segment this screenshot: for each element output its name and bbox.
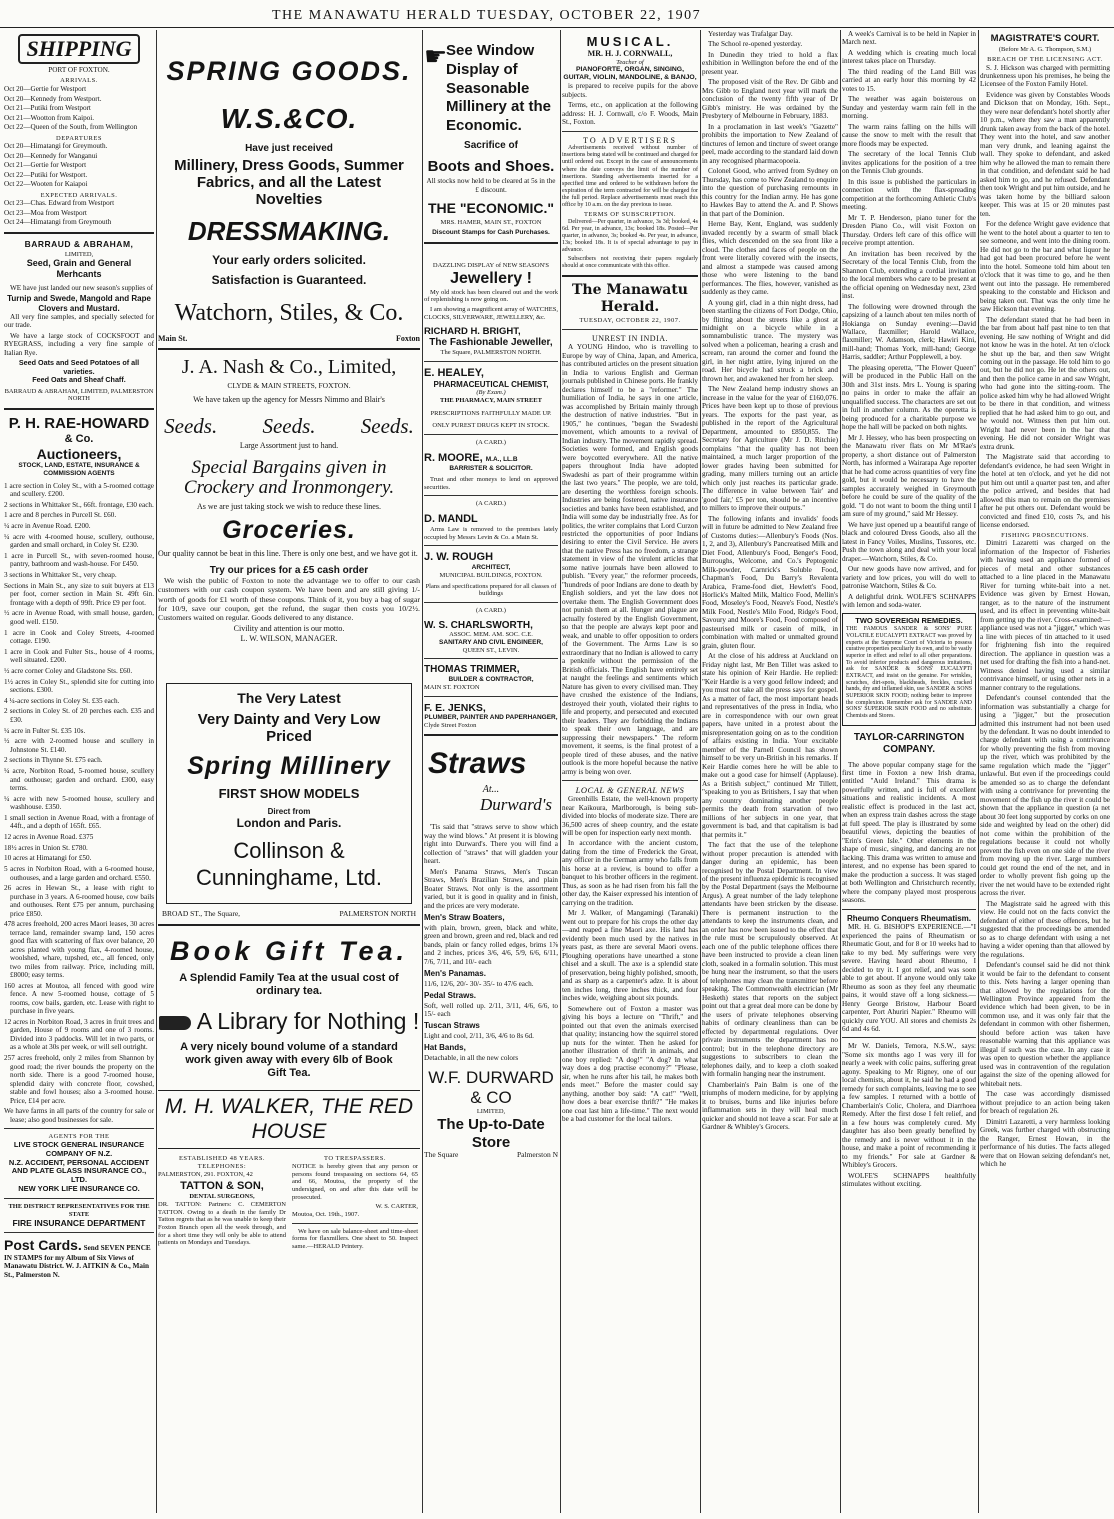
- groceries-heading: Groceries.: [222, 515, 356, 544]
- taylor-carrington-heading: TAYLOR-CARRINGTON COMPANY.: [853, 731, 965, 756]
- civility-motto: Civility and attention is our motto.: [233, 624, 345, 634]
- column-rule: [978, 30, 979, 1513]
- expected-entry: Oct 23—Chas. Edward from Westport: [4, 199, 115, 208]
- expected-entry: Oct 23—Moa from Westport: [4, 208, 87, 217]
- news-item: A young girl, clad in a thin night dress, had been startling the citizens of Fort Dodge, Ohio, by flitting about the streets like a ghost at midnight on a bicycle while in a somnambulistic trance. The mystery was solved when a policeman, hearing a crash and scream, ran around the corner and found the girl, in her night attire, lying injured on the road. Her bicycle had struck a brick and thrown her, and awakened her from her sleep.: [702, 298, 838, 383]
- court-paragraph: Dimitri Lazaretti was charged on the information of the Inspector of Fisheries with having used an appliance formed of pieces of metal and other substances attached to a line placed in the Manawatu River for turning white-bait into a net. Evidence was given by Ernest Howan, ranger, as to the nature of the instrument used, and its effect in preventing white-bait from getting up the river. Cross-examined:—appliance used was not a "jigger," which was a line with pieces of tin attached to it used for frightening fish into the required direction. The appliance in question was a net used for drafting the fish into a hand-net. Witness denied having used a similar contrivance himself, or using other nets in a manner contrary to the regulations.: [980, 539, 1110, 692]
- library-body: A very nicely bound volume of a standard work given away with every 6lb of Book Gift Tea.: [180, 1040, 398, 1079]
- shipping-title: SHIPPING: [18, 34, 139, 64]
- property-item: ½ acre corner Coley and Gladstone Sts. £60.: [4, 666, 133, 675]
- a-card-label: (A CARD.): [476, 438, 506, 446]
- arrivals-list: [4, 85, 154, 131]
- nash-heading: J. A. Nash & Co., Limited,: [181, 356, 397, 379]
- bright-address: The Square, PALMERSTON NORTH.: [440, 349, 542, 357]
- news-item: The third reading of the Land Bill was carried at an early hour this morning by 42 votes to 15.: [842, 67, 976, 93]
- property-item: 3 sections in Whittaker St., very cheap.: [4, 571, 117, 580]
- music-subjects: PIANOFORTE, ORGAN, SINGING, GUITAR, VIOLIN, MANDOLINE, & BANJO,: [563, 66, 697, 82]
- rae-howard-subtitle: STOCK, LAND, ESTATE, INSURANCE & COMMISSION AGENTS: [18, 462, 140, 477]
- sanitary-engineer: SANITARY AND CIVIL ENGINEER,: [439, 639, 543, 647]
- news-item: The New Zealand hemp industry shows an increase in the value for the year of £160,076. Prices have been kept up to those of previous years. The exports for the past year, as published in the report of the Agricultural Department, amounted to £850,855. The Secretary for Agriculture (Mr J. D. Ritchie) complains "that the quality has not been maintained, a much larger proportion of the lower grades having been submitted for grading, many millers turning out an article which only just reaches its particular grade. The difference in value between 'fair' and 'good fair,' £5 per ton, should be an incentive to millers to improve their outputs.": [702, 385, 838, 513]
- watchorn-stiles-heading: Watchorn, Stiles, & Co.: [174, 300, 404, 327]
- all-stocks: All stocks now held to be cleared at 5s in the £ discount.: [426, 177, 556, 194]
- trespassers-body: NOTICE is hereby given that any person or persons found trespassing on sections 64, 65 and 66, Moutoa, the property of the undersigned, on and after this date will be prosecuted.: [292, 1163, 418, 1201]
- property-listings: [4, 482, 154, 1125]
- property-item: 12 acres in Avenue Road. £375: [4, 833, 94, 841]
- local-body-3: Mr J. Walker, of Mangamingi (Taranaki) went out to prepare for his crops the other day—and reaped a fine Maori axe. His land has evidently been much used by the natives in years past, as there are several Maori ovens. Ploughing operations have unearthed a stone chisel and a skull. The axe is a splendid state of preservation, being highly polished, smooth, and as sharp as a carpenter's adze. It is about ten inches long, three inches thick, and four inches wide, weighing about six pounds.: [562, 909, 698, 1003]
- port-name: PORT OF FOXTON.: [48, 65, 110, 74]
- first-show-models: FIRST SHOW MODELS: [218, 785, 360, 801]
- departure-entry: Oct 21—Gertie for Westport: [4, 161, 87, 170]
- barraud-body3: We have a large stock of COCKSFOOT and RYEGRASS, including a very fine sample of Italian Rye.: [4, 331, 154, 357]
- dental-surgeons: DENTAL SURGEONS,: [189, 1193, 255, 1201]
- column-rule: [422, 30, 423, 1513]
- rheumo-heading: Rheumo Conquers Rheumatism.: [846, 913, 971, 923]
- sovereign-remedies-advert: [842, 613, 976, 725]
- departures-list: [4, 142, 154, 188]
- arrival-entry: Oct 20—Gertie for Westport: [4, 85, 87, 94]
- court-paragraph: The Magistrate said that according to defendant's evidence, he had seen Wright in the hotel at ten o'clock, and yet he did not put him out until a quarter past ten, and after the police arrived, and besides that had allowed this man to remain on the premises after he put others out. Defendant would be convicted and fined £10, costs 7s, and his license endorsed.: [980, 453, 1110, 530]
- news-item: The fact that the use of the telephone without proper precaution is attended with danger during an epidemic, has been recognised by the Postal Department. In view of the present influenza epidemic is recognised by the Postal Department (says the Melbourne Argus). A great number of the lady telephone attendants have been stricken by the disease. There is permanent instruction to the attendants to keep the instruments clean, and an order has now been issued to the effect that the rule must be scrupulously observed. At each one of the public telephone offices there have been instructed to provide a clean linen cloth, soaked in a formalin solution. This must be hung near the instrument, so that the users of telephones may clean the transmitter before speaking. The Commonwealth electrician (Mr Hesketh) states that reports on the subject point out that a great deal more can be done by the users of private telephones observing habits of ordinary cleanliness than can be effected by departmental regulations. Over private instruments the department has no control; but in the telephone directory are suggestions to subscribers to clean the telephones daily, and to keep a cloth soaked with formalin hanging near the instrument.: [702, 841, 838, 1079]
- trust-moneys: Trust and other moneys to lend on approved securities.: [424, 476, 558, 491]
- property-item: 1 acre in Purcell St., with seven-roomed house, pantry, bathroom and wash-house. For £450.: [4, 551, 154, 569]
- postcards-advert: [4, 1237, 154, 1279]
- fashionable-jeweller: The Fashionable Jeweller,: [429, 337, 553, 349]
- special-bargains: Special Bargains given in Crockery and Ironmongery.: [183, 457, 395, 499]
- news-item: The proposed visit of the Rev. Dr Gibb and Mrs Gibb to England next year will mark the conclusion of the twenty fifth year of Dr Gibb's ministry. He was ordained by the Presbytery of Melbourne in February, 1883.: [702, 78, 838, 121]
- property-item: ¼ acre, Norbiton Road, 5-roomed house, scullery and outhouse; garden and orchard. £300, easy terms.: [4, 767, 154, 793]
- agent-company: NEW YORK LIFE INSURANCE CO.: [18, 1184, 140, 1194]
- news-item: Herne Bay, Kent, England, was suddenly invaded recently by a swarm of small black flies, which descended on the sea front like a cloud. The clothes and faces of people on the front were literally covered with the insects, and almost a stampede was caused among those who were listening to the band performances. The flies, however, vanished as suddenly as they came.: [702, 220, 838, 297]
- dazzling-display: DAZZLING DISPLAY of NEW SEASON'S: [432, 262, 550, 270]
- established: ESTABLISHED 48 YEARS.: [178, 1155, 266, 1163]
- news-item: We have just opened up a beautiful range of black and coloured Dress Goods, also all the latest in Fancy Voiles, Muslins, Tussores, etc. Push the town along and deal with your local draper.—Watchorn, Stiles, & Co.: [842, 520, 976, 563]
- news-item: The warm rains falling on the hills will cause the snow to melt with the result that more floods may be expected.: [842, 122, 976, 148]
- dressmaking-heading: DRESSMAKING.: [187, 216, 391, 247]
- property-item: Sections in Main St., any size to suit buyers at £13 per foot, corner section in Main St. 49ft 6in. frontage with a depth of 99ft. Price £9 per foot.: [4, 581, 154, 607]
- fire-insurance-department: FIRE INSURANCE DEPARTMENT: [12, 1218, 146, 1229]
- news-item: The School re-opened yesterday.: [708, 40, 803, 49]
- cornwall-name: MR. H. J. CORNWALL,: [587, 49, 673, 59]
- news-item: A delightful drink. WOLFE'S SCHNAPPS with lemon and soda-water.: [842, 592, 976, 609]
- cornwall-prepared: is prepared to receive pupils for the above subjects.: [562, 82, 698, 99]
- property-item: 2 sections in Thynne St. £75 each.: [4, 756, 103, 765]
- news-item: At the close of his address at Auckland on Friday night last, Mr Ben Tillet was asked to state his opinion of Keir Hardie. He replied: "Keir Hardie is a very good fellow indeed; and you must not take all the press says for gospel. As a matter of fact, the most important heads and representatives of the press in India, who are in correspondence with our own great papers, have united in a protest about the misrepresentation going on as to the condition of affairs existing in India. Your excitable member of the Parnell Council has shown himself to be very un-British in his remarks. If Keir Hardie comes here he will be able to make out a good case for himself (Applause). As a British subject," continued Mr Tillett, "speaking to you as Britishers, I say that when any country dominating another people permits the death from starvation of two millions of her subjects in one year, that government is bad, and that capitalism is bad that permits it.": [702, 652, 838, 839]
- barraud-body4: Seed Oats and Seed Potatoes of all varieties.: [18, 358, 140, 376]
- hat-bands-heading: Hat Bands,: [424, 1043, 466, 1053]
- pharmacy-address: THE PHARMACY, MAIN STREET: [440, 396, 542, 404]
- rough-name: J. W. ROUGH: [424, 551, 494, 564]
- column-editorial: [562, 30, 698, 1513]
- barraud-limited: LIMITED,: [64, 250, 94, 258]
- agents-heading: AGENTS FOR THE: [48, 1133, 110, 1141]
- bright-name: RICHARD H. BRIGHT,: [424, 326, 521, 338]
- expected-list: [4, 199, 154, 226]
- large-assortment: Large Assortment just to hand.: [239, 440, 339, 450]
- london-paris: London and Paris.: [236, 816, 342, 831]
- herald-date: TUESDAY, OCTOBER 22, 1907.: [579, 317, 681, 325]
- cash-order-body: We wish the public of Foxton to note the advantage we to offer to our cash customers with our cash coupon system. We have been and are still giving 1/- worth of goods for £1 worth of these coupons. Think of it, you buy a bag of sugar for 10/9, save our coupon, get the refund, the sugar then costs you 10/2½. Customers waited on regular. Goods delivered to any distance.: [158, 576, 420, 623]
- property-item: 257 acres freehold, only 2 miles from Shannon by good road; the river bounds the property on the north side. There is a good 7-roomed house, splendid dairy with concrete floor, cowshed, stable and fowl houses; also a 3-roomed house. Price, £14 per acre.: [4, 1054, 154, 1105]
- column-business-cards: [424, 30, 558, 1513]
- barrister-solicitor: BARRISTER & SOLICITOR.: [449, 464, 533, 472]
- watchorn-street: Main St.: [158, 333, 188, 343]
- pedal-heading: Pedal Straws.: [424, 991, 477, 1001]
- pointing-finger-icon: ☛: [424, 42, 448, 71]
- clyde-street: Clyde Street Foxton: [424, 721, 477, 729]
- charlsworth-name: W. S. CHARLSWORTH,: [424, 619, 533, 631]
- mrs-hamer: MRS. HAMER, MAIN ST., FOXTON: [440, 218, 542, 226]
- see-window-text: See Window Display of Seasonable Millinery at the Economic.: [446, 42, 552, 134]
- musical-heading: MUSICAL.: [586, 34, 674, 49]
- unrest-body: A YOUNG Hindoo, who is travelling to Europe by way of China, Japan, and America, has contributed articles on the present situation in India to various English and German journals published in Chinese ports. He frankly declares himself to be a "reformer." The humiliation of India, he says in one article, was accomplished by Britain mainly through the destruction of native industries. "But in 1905," he continues, "began the Swadeshi movement, which amounts to a revival of Indian industry. The movement rapidly spread. Societies were formed, and English goods were boycotted everywhere. All the native papers throughout India have adopted Swadeshi as part of their programme within the last two years." The people, we are told, are deserting the worthless foreign schools. Industries are being fostered, native insurance societies and banks have been established, and India will some day be industrially free. As for politics, the writer complains that Lord Curzon restricted the opportunities of poor Indians desiring to enter the Civil Service. He avers that the native Press has no freedom, a strange statement in view of the virulent articles that some native journals have been allowed to publish. "Every year," the reformer proceeds, "hundreds of poor Indians are done to death by English soldiers, and yet the law does not overtake them. The English Government does not punish them at all. Hunger and plague are actually fostered by the English Government, so that the people are always kept poor and weak, and unable to offer opposition to orders of the Government. The Arms Law is so extraordinary that no Indian is allowed to carry a penknife without the permission of the British officials. The English have entirely set at naught the feelings and sentiments which Nature has given to every civilised man. They have crushed the existence of the Indians, destroyed their youth, violated their rights to life and property, and persecuted and executed their leaders. They are forbidding the Indians to speak their own language, and are suppressing their newspapers." The reform movement, it seems, is the final protest of a people tired of these abuses, and the native outlook is the more hopeful because the native army is being won over.: [562, 343, 698, 776]
- pointing-hand-icon: [159, 1016, 191, 1030]
- bottom-notices: [158, 1155, 420, 1252]
- advertisers-body: Advertisements received without number of insertions being stated will be continued and charged for until ordered out. Except in the case of announcements where the date conveys the limit of the number of insertions. Standing advertisements inserted for a specified time and ordered to be withdrawn before the expiration of the term contracted for will be charged for the full period. Replace advertisements must reach this office by 10 a.m. on the day previous to issue.: [562, 145, 698, 208]
- news-item: Yesterday was Trafalgar Day.: [708, 30, 793, 38]
- tatton-heading: TATTON & SON,: [180, 1180, 264, 1193]
- property-item: 2 sections in Whittaker St., 66ft. frontage, £30 each.: [4, 500, 154, 509]
- architect-label: ARCHITECT,: [471, 564, 511, 572]
- postcards-heading: Post Cards.: [4, 1237, 82, 1254]
- barraud-body: WE have just landed our new season's supplies of: [10, 283, 154, 292]
- subscription-heading: TERMS OF SUBSCRIPTION.: [583, 211, 677, 219]
- local-general-heading: LOCAL & GENERAL NEWS: [575, 785, 685, 796]
- news-item: Colonel Good, who arrived from Sydney on Thursday, has come to New Zealand to enquire into the question of purchasing remounts in this country for the Indian army. He has gone to Hawkes Bay to attend the A. and P. Shows in that part of the Dominion.: [702, 167, 838, 218]
- column-rule: [560, 30, 561, 1513]
- column-advertisements: [158, 30, 420, 1513]
- advertisers-heading: TO ADVERTISERS: [583, 135, 677, 145]
- purest-drugs: ONLY PUREST DRUGS KEPT IN STOCK.: [432, 422, 550, 430]
- balance-sheet-notice: We have on sale balance-sheet and time-sheet forms for flaxmillers. One sheet to 50. Inspect same.—HERALD Printery.: [292, 1227, 418, 1250]
- property-item: 1½ acres in Coley St., splendid site for cutting into sections. £300.: [4, 677, 154, 695]
- pedal-body: Soft, well rolled up. 2/11, 3/11, 4/6, 6/6, to 15/- each: [424, 1001, 558, 1018]
- builder-contractor: BUILDER & CONTRACTOR,: [448, 676, 534, 684]
- straws-at: At...: [482, 783, 500, 795]
- millinery-line: Millinery, Dress Goods, Summer Fabrics, and all the Latest Novelties: [174, 156, 404, 209]
- arrival-entry: Oct 22—Queen of the South, from Wellington: [4, 123, 138, 132]
- nash-agency: We have taken up the agency for Messrs Nimmo and Blair's: [193, 394, 385, 404]
- a-card-label-3: (A CARD.): [476, 607, 506, 614]
- column-shipping-property: [4, 30, 154, 1513]
- wolfe-schnapps: WOLFE'S SCHNAPPS healthfully stimulates without exciting.: [842, 1171, 976, 1189]
- rae-howard-heading: P. H. RAE-HOWARD: [8, 415, 150, 433]
- up-to-date-store: The Up-to-Date Store: [437, 1116, 545, 1151]
- fishing-heading: FISHING PROSECUTIONS.: [1001, 531, 1089, 539]
- news-item: The weather was again boisterous on Sunday and yesterday warm rain fell in the morning.: [842, 95, 976, 121]
- economic-window-advert: [424, 42, 558, 136]
- straws-heading: Straws: [428, 747, 527, 781]
- collinson-advert: [166, 683, 412, 904]
- local-body-1: Greenhills Estate, the well-known property near Kaikoura, Marlborough, is being sub-divided into blocks of moderate size. There are 36,500 acres of sheep country, and the estate will be open for inspection early next month.: [562, 795, 698, 837]
- barraud-footer: BARRAUD & ABRAHAM, LIMITED, PALMERSTON NORTH: [4, 387, 154, 403]
- column-local-news-2: [842, 30, 976, 1513]
- jenks-name: F. E. JENKS,: [424, 701, 486, 714]
- district-heading: THE DISTRICT REPRESENTATIVES FOR THE STATE: [8, 1202, 150, 1218]
- column-rule: [840, 30, 841, 1513]
- subscribers-notice: Subscribers not receiving their papers regularly should at once communicate with this office.: [562, 256, 698, 270]
- court-paragraph: The case was accordingly dismissed without prejudice to an action being taken for breach of regulation 26.: [980, 1090, 1110, 1116]
- column-rule: [156, 30, 157, 1513]
- boaters-heading: Men's Straw Boaters,: [424, 913, 505, 923]
- auctioneers-heading: Auctioneers,: [36, 445, 122, 462]
- departure-entry: Oct 22—Putiki for Westport.: [4, 170, 88, 179]
- property-item: 4 ¼-acre sections in Coley St. £35 each.: [4, 696, 120, 705]
- court-paragraph: For the defence Wright gave evidence that he went to the hotel about a quarter to ten to see someone, and went into the dining room. He did not go to the bar and what liquor he had got had been procured before he went into the hotel. Someone told him about ten o'clock that it was time to go, and he then went out into the passage. He remembered speaking to the constable and Hickson and being taken out. That was the only time he saw Hickson that evening.: [980, 220, 1110, 314]
- durward-company: W.F. DURWARD & CO: [428, 1068, 554, 1108]
- moore-title: M.A., LL.B: [485, 455, 518, 463]
- mandl-body: Arms Law is removed to the premises lately occupied by Messrs Levin & Co. a Main St.: [424, 526, 558, 541]
- watchorn-town: Foxton: [396, 333, 420, 343]
- queen-st-levin: QUEEN ST., LEVIN.: [462, 646, 520, 654]
- property-item: ½ acre with 2-roomed house and scullery in Johnstone St. £140.: [4, 737, 154, 754]
- court-paragraph: S. J. Hickson was charged with permitting drunkenness upon his premises, he being the Licensee of the Foxton Family Hotel.: [980, 63, 1110, 89]
- property-item: 1 acre in Cook and Coley Streets, 4-roomed cottage. £190.: [4, 628, 154, 646]
- property-item: 160 acres at Moutoa, all fenced with good wire fence. A new 5-roomed house, cottage of 5 rooms, cow bails, garden, etc. Lease with right to purchase in five years.: [4, 981, 154, 1016]
- barraud-items: Turnip and Swede, Mangold and Rape Clovers and Mustard.: [7, 294, 151, 313]
- durward-limited: LIMITED,: [476, 1108, 506, 1116]
- news-item: In this issue is published the particulars in connection with the flax-spreading competition at the forthcoming Athletic Club's meeting.: [842, 177, 976, 212]
- property-item: 18½ acres in Union St. £780.: [4, 843, 88, 852]
- breach-heading: BREACH OF THE LICENSING ACT.: [987, 55, 1103, 63]
- news-item: Mr T. P. Henderson, piano tuner for the Dresden Piano Co., will visit Foxton on Thursday. Orders left care of this office will receive prompt attention.: [842, 213, 976, 248]
- tatton-advert: [158, 1155, 286, 1252]
- property-item: 2 sections in Coley St. of 20 perches each. £35 and £30.: [4, 707, 154, 724]
- telephone-numbers: PALMERSTON, 291. FOXTON, 42: [158, 1170, 253, 1178]
- property-item: We have farms in all parts of the country for sale or lease; also good businesses for sale.: [4, 1107, 154, 1124]
- daniels-body: Mr W. Daniels, Temora, N.S.W., says: "Some six months ago I was very ill for nearly a week with colic pains, suffering great agony. Speaking to Mr Rigney, one of our local chemists, about it, he said he had a good remedy for such complaints, leaving me to see a few samples. I returned with a bottle of Chamberlain's Colic, Cholera, and Diarrhoea Remedy. After the first dose I felt relief, and in a few hours was completely cured. My daughter has also been greatly benefited by the remedy and is never without it in the house, and make a point of recommending it to my friends." For sale at Gardner & Whibley's Grocers.: [842, 1042, 976, 1170]
- sovereign-heading: TWO SOVEREIGN REMEDIES.: [855, 616, 963, 626]
- cash-order-heading: Try our prices for a £5 cash order: [209, 564, 369, 576]
- departure-entry: Oct 20—Kennedy for Wanganui: [4, 151, 98, 160]
- collinson-heading: Collinson & Cunninghame, Ltd.: [196, 838, 382, 890]
- arrival-entry: Oct 21—Putiki from Westport: [4, 104, 91, 113]
- unrest-heading: UNREST IN INDIA.: [591, 333, 669, 343]
- walker-red-house: M. H. WALKER, THE RED HOUSE: [158, 1090, 420, 1150]
- watchorn-address: [158, 334, 420, 343]
- old-stock: My old stock has been cleared out and the work of replenishing is now going on.: [424, 288, 558, 304]
- departures-heading: DEPARTURES: [56, 134, 102, 142]
- tatton-body: DR. TATTON: Partners: C. CEMERTON TATTON. Owing to a death in the family Dr Tatton regrets that as he was unable to keep their Foxton Branch open all the week through, and for a short time they will only be able to attend patients on Mondays and Tuesdays.: [158, 1201, 286, 1247]
- straws-body2: Men's Panama Straws, Men's Tuscan Straws, Men's Brazilian Straws, and plain Boater Straws. Not only is the assortment varied, but it is good in quality and in finish, and the prices are very moderate.: [424, 867, 558, 910]
- carter-date: Moutoa, Oct. 19th., 1907.: [292, 1211, 360, 1218]
- property-item: ¼ acre with new 5-roomed house, scullery and washhouse. £350.: [4, 794, 154, 812]
- court-paragraph: Dimitri Lazaretti, a very harmless looking Greek, was further charged with obstructing the Ranger, Ernest Howan, in the performance of his duties. The facts alleged were that on Howan seizing defendant's net, which he: [980, 1117, 1110, 1169]
- sacrifice-label: Sacrifice of: [464, 139, 518, 151]
- departure-entry: Oct 20—Himatangi for Greymouth.: [4, 142, 108, 151]
- trimmer-name: THOMAS TRIMMER,: [424, 664, 520, 676]
- tuscan-heading: Tuscan Straws: [424, 1021, 480, 1031]
- trespassers-notice: [292, 1155, 418, 1252]
- plans-specs: Plans and specifications prepared for all classes of buildings: [425, 582, 557, 598]
- durward-town: Palmerston N: [516, 1150, 558, 1160]
- news-item: The following infants and invalids' foods will in future be admitted to New Zealand free of Customs duties:—Allenbury's Foods (Nos. 1, 2, and 3), Allenbury's Pancreatised Milk and Diet Food, Allenbury's Food, Benger's Food, Burroughs, Welcome, and Co.'s Peptogenic Milk-powder, Carnrick's Soluble Food, Chapman's Food, Du Barry's Revalenta Arabica, Frame-food diet, Hewlett's Food, Horlick's Malted Milk, Maltico Food, Mellin's Food, Moseley's Food, Neave's Food, Nestle's Milk Food, Nestle's Milo Food, Ridge's Food, Savoury and Moore's Food, Food composed of pasteurised milk or casein of milk, in combination with malted or unmalted ground grain, gluten flour.: [702, 514, 838, 650]
- agent-company: LIVE STOCK GENERAL INSURANCE COMPANY OF N.Z.: [13, 1139, 145, 1158]
- trespassers-heading: TO TRESPASSERS.: [324, 1155, 386, 1163]
- showing-array: I am showing a magnificent array of WATCHES, CLOCKS, SILVERWARE, JEWELLERY, &c.: [424, 305, 558, 321]
- news-item: The pleasing operetta, "The Flower Queen" will be produced in the Public Hall on the 30th and 31st insts. Mrs L. Young is sparing no pains in order to make the affair an unqualified success. The characters are set out in full in another column. As the operetta is being produced for a charitable purpose we hope the hall will be packed on both nights.: [842, 363, 976, 432]
- court-paragraph: Defendant's counsel contended that the information was substantially a charge for using a "jigger," but the prosecution admitted this instrument had not been used by the defendant. It was no doubt intended to charge defendant with using a contrivance for wholly preventing the fish from moving up the river, which was prohibited by the same regulation which made the "jigger" unlawful. But even if the proceedings could be amended so as to charge the defendant with using a contrivance for preventing the movement of the fish up the river it could be shown that the appliance in question (a net about 30 feet long supported by corks on one side and weighted by lead on the other) did not come within the prohibition of the regulations because it could not wholly prevent the fish even on one side of the river from moving up the river. Large numbers could get round the end of the net, and in order to wholly prevent fish going up the river the net would have to be extended right across the river.: [980, 694, 1110, 898]
- collinson-street: BROAD ST., The Square,: [162, 909, 241, 919]
- arrivals-heading: ARRIVALS.: [60, 77, 98, 85]
- subscription-body: Delivered—Per quarter, in advance, 3s 3d; booked, 4s 6d. Per year, in advance, 13s; booked 18s. Posted—Per quarter, in advance, 3s; booked 4s. Per year, in advance, 13s; booked 18s. It is of special advantage to pay in advance.: [562, 218, 698, 253]
- durwards-heading: Durward's: [480, 795, 552, 815]
- local-body-2: In accordance with the ancient custom, dating from the time of Frederick the Great, any officer in the German army who falls from his horse at a review, is bound to offer a banquet to his brother officers in the regiment. Thus, as soon as he had risen from his fall the other day, the Kaiser expressed his intention of carrying on the tradition.: [562, 839, 698, 907]
- ws-co-heading: W.S.&CO.: [220, 102, 358, 134]
- trimmer-address: MAIN ST. FOXTON: [424, 683, 480, 691]
- court-paragraph: Evidence was given by Constables Woods and Dickson that on Monday, 16th. Sept., they were near defendant's hotel shortly after 10 p.m., where they saw a man apparently drunk taken away from the back of the hotel. They went into the hotel, and saw another man very drunk, and leaning against the wall. They spoke to defendant, and asked him why he allowed the man to remain there in that condition, and defendant said he had asked him to go, and he refused. Defendant then took Wright and put him outside, and he was taken home by the billiard saloon keeper. This was at 15 or 20 minutes past ten.: [980, 90, 1110, 218]
- expected-entry: Oct 24—Himatangi from Greymouth: [4, 218, 112, 227]
- postcards-body: Send SEVEN PENCE IN STAMPS for my Album of Six Views of Manawatu District. W. J. AITKIN & Co., Main St., Palmerston N.: [4, 1244, 151, 1279]
- moore-name-text: R. MOORE,: [424, 451, 483, 464]
- property-item: 26 acres in Hewan St., a lease with right to purchase in 3 years. A 6-roomed house, cow bails and outhouses. Rent £75 per annum, purchasing price £850.: [4, 884, 154, 918]
- collinson-town: PALMERSTON NORTH: [339, 909, 416, 919]
- property-item: 10 acres at Himatangi for £50.: [4, 854, 92, 863]
- agent-company: N.Z. ACCIDENT, PERSONAL ACCIDENT AND PLATE GLASS INSURANCE CO., LTD.: [8, 1157, 150, 1185]
- cornwall-terms: Terms, etc., on application at the following address: H. J. Cornwall, c/o F. Woods, Main St., Foxton.: [562, 101, 698, 127]
- teacher-of: Teacher of: [616, 58, 644, 66]
- news-item: In Dunedin they tried to hold a flax exhibition in Wellington before the end of the present year.: [702, 50, 838, 76]
- very-dainty: Very Dainty and Very Low Priced: [197, 710, 381, 746]
- departure-entry: Oct 22—Wooten for Kaiapoi: [4, 180, 88, 189]
- property-item: ¼ acre in Avenue Road. £200.: [4, 522, 91, 531]
- news-item: A week's Carnival is to be held in Napier in March next.: [842, 30, 976, 47]
- herald-nameplate: The Manawatu Herald.: [572, 282, 688, 315]
- telephones-label: TELEPHONES:: [197, 1163, 247, 1171]
- book-gift-tea-heading: Book Gift Tea.: [169, 936, 408, 967]
- assoc-mem: ASSOC. MEM. AM. SOC. C.E.: [449, 631, 533, 639]
- rae-howard-co: & Co.: [64, 432, 94, 445]
- news-item: Our new goods have now arrived, and for variety and low prices, you will do well to patronise Watchorn, Stiles & Co.: [842, 565, 976, 591]
- very-latest: The Very Latest: [237, 690, 341, 707]
- news-item: A wedding which is creating much local interest takes place on Thursday.: [842, 48, 976, 66]
- property-item: 1 acre and 8 perches in Purcell St. £60.: [4, 511, 117, 520]
- barraud-subtitle: Seed, Grain and General Merhcants: [26, 258, 132, 279]
- panamas-heading: Men's Panamas.: [424, 969, 486, 979]
- news-item: The secretary of the local Tennis Club invites applications for the position of a tree on the Tennis Club grounds.: [842, 150, 976, 176]
- news-item: Chamberlain's Pain Balm is one of the triumphs of modern medicine, for by applying it to bruises, burns and like injuries before inflammation sets in they will heal much quicker and should not leave a scar. For sale at Gardner & Whibley's Grocers.: [702, 1080, 838, 1132]
- shipping-banner: [4, 34, 154, 64]
- court-paragraph: The Magistrate said he agreed with this view. He could not on the facts convict the defendant of either of these offences, but he suggested that the proceedings be amended so as to charge defendant with using a net having a wider opening than that allowed by the regulations.: [980, 899, 1110, 959]
- property-item: 5 acres in Norbiton Road, with a 6-roomed house, outhouses, and a large garden and orchard. £550.: [4, 865, 154, 882]
- local-body-4: Somewhere out of Foxton a master was giving his boys a lecture on "Thrift," and pointed out that even the animals exercised that quality; instancing how the squirrel stored up nuts for the winter. Then he asked for another illustration of thrift in animals, and one boy replied: "A dog!" "A dog? In what way does a dog practise economy?" "Please, sir, when he runs after his tail, he makes both ends meet." Before the master could say anything, another boy said: "A cat!" "Well, how does a bear exercise thrift?" "He makes one coat last him a life-time." The next would be a bad customer for the local tailors.: [562, 1004, 698, 1123]
- durward-square: The Square: [424, 1150, 459, 1160]
- boaters-body: with plain, brown, green, black and white, green and brown, green and red, black and red bands, plain or fancy rolled edges, brims 1⅞ and 2 inches, prices 3/6, 4/6, 5/9, 6/6, 6/11, 7/6, 7/11, and 10/- each: [424, 923, 558, 966]
- masthead-title: THE MANAWATU HERALD TUESDAY, OCTOBER 22, 1907: [272, 8, 702, 23]
- barraud-heading: BARRAUD & ABRAHAM,: [24, 238, 134, 249]
- straws-body: 'Tis said that "straws serve to show which way the wind blows." At present it is blowing right into Durward's. There you will find a collection of "straws" that will gladden your heart.: [424, 823, 558, 866]
- satisfaction-guaranteed: Satisfaction is Guaranteed.: [211, 273, 367, 288]
- spring-goods-heading: SPRING GOODS.: [166, 56, 412, 86]
- rheumo-body: MR. H. G. BISHOP'S EXPERIENCE.—"I experienced the pains of Rheumatism or Rheumatic Gout, and for 8 or 10 weeks had to take to my bed. My sufferings were very severe. Having heard about Rheumo, I decided to try it. I got relief, and was soon able to get about. If anyone would only take Rheumo as soon as they feel any rheumatic pains, it would stave off a long sickness.—Henry George Bristow, Harbour Board carpenter, Port Ahuriri Napier." Rheumo will quickly cure YOU. All stores and chemists 2s 6d and 4s 6d.: [842, 923, 976, 1033]
- nash-address: CLYDE & MAIN STREETS, FOXTON.: [227, 380, 351, 390]
- court-paragraph: The defendant stated that he had been in the bar from about half past nine to ten that evening. He saw nothing of Wright and did not know he was in the hotel. At ten o'clock he shut up the bar, and then saw Wright coming out in the passage. He told him to go out, but he did not go. He let the others out, and then the police came in and saw Wright, who had gone into the sitting-room. The police asked him why he had allowed Wright to be there in that condition, and witness replied that he had asked him to go out, and he would not. Witness then put him out. Wright had never been in the bar that evening. He did not consider Wright was extra drunk.: [980, 315, 1110, 451]
- column-local-news: [702, 30, 838, 1513]
- news-item: In a proclamation in last week's "Gazette" prohibits the importation to New Zealand of tinctures of lemon and tincture of sweet orange peel, made according to the standard laid down in any recognised pharmacopoeia.: [702, 122, 838, 165]
- sovereign-body: THE FAMOUS SANDER & SONS' PURE VOLATILE EUCALYPTI EXTRACT was proved by experts at the Supreme Court of Victoria to possess curative properties peculiarly its own, and to be vastly superior in effect and relief to all other preparations. To avoid inferior products and dangerous imitations, ask for SANDER & SONS' EUCALYPTI EXTRACT, and insist on the genuine. For wrinkles, scratches, dirt-spots, blackheads, freckles, cracked hands, dry and inflamed skin, use SANDER & SONS SUPERIOR SKIN FOOD; nothing better to improve the complexion. Remember ask for SANDER AND SONS' SUPERIOR SKIN FOOD and no substitute. Chemists and Stores.: [846, 626, 972, 719]
- property-item: 1 small section in Avenue Road, with a frontage of 44ft., and a depth of 165ft. £65.: [4, 813, 154, 831]
- carter-signature: W. S. CARTER,: [375, 1203, 418, 1211]
- news-item: An invitation has been received by the Secretary of the local Tennis Club, from the Shannon Club, extending a cordial invitation to the local members who care to be present at the official opening on Wednesday next, 23rd inst.: [842, 249, 976, 301]
- masthead: [0, 6, 1114, 28]
- seeds-heading: Seeds. Seeds. Seeds.: [164, 414, 414, 439]
- reduce-lines: As we are just taking stock we wish to reduce these lines.: [197, 502, 381, 512]
- by-exam: (By Exam.): [476, 389, 506, 397]
- news-item: The following were drowned through the capsizing of a launch about ten miles north of Hokianga on Sunday evening:—David Wallace, flaxmiller; Harold Wallace, flaxmiller; W. Adamson, clerk; Hawiri Kini, mill-hand; Thomas York, mill-hand; George Harris, saddler; Arthur Popplewell, a boy.: [842, 302, 976, 362]
- column-rule: [700, 30, 701, 1513]
- moore-name: [424, 452, 558, 465]
- tuscan-body: Light and cool, 2/11, 3/6, 4/6 to 8s 6d.: [424, 1031, 534, 1040]
- property-item: ¼ acre with 4-roomed house, scullery, outhouse, garden and small orchard, in Coley St. £230.: [4, 532, 154, 550]
- rough-address: MUNICIPAL BUILDINGS, FOXTON.: [439, 572, 543, 580]
- property-item: ½ acre in Avenue Road, with small house, garden, good well. £150.: [4, 609, 154, 626]
- direct-from: Direct from: [267, 806, 311, 816]
- property-item: ¼ acre in Fulter St. £35 10s.: [4, 726, 86, 735]
- magistrate-heading: MAGISTRATE'S COURT.: [990, 33, 1100, 44]
- court-paragraph: Defendant's counsel said he did not think it would be fair to the defendant to consent to this. Nets having a larger opening than that allowed by the regulations for the Wellington Province appeared from the evidence which had been given, to be in common use, and it was only fair that the defendant in common with other fishermen, should before action was taken have reasonable warning that this appliance was illegal if such was the case. In any case it was open to question whether the appliance used was in contravention of the regulation against the size of the opening allowed for whitebait nets.: [980, 961, 1110, 1088]
- healey-name: E. HEALEY,: [424, 366, 484, 379]
- before-magistrate: (Before Mr A. G. Thompson, S.M.): [998, 46, 1092, 54]
- groceries-quality: Our quality cannot be beat in this line. There is only one best, and we have got it.: [158, 549, 418, 559]
- splendid-tea: A Splendid Family Tea at the usual cost of ordinary tea.: [179, 971, 399, 997]
- barraud-body5: Feed Oats and Sheaf Chaff.: [32, 375, 126, 385]
- a-card-label-2: (A CARD.): [476, 500, 506, 508]
- property-item: 478 acres freehold, 200 acres Maori leases, 30 acres terrace land, remainder swamp land, 150 acres good flax with scattering of flax over balance, 20 acres planted with young flax, 4-roomed house, woolshed, whare, tupshed, etc., all fenced, only two miles from railway. Price, including mill, £8000; easy terms.: [4, 920, 154, 980]
- durward-address: [424, 1151, 558, 1160]
- panamas-body: 11/6, 12/6, 20/- 30/- 35/- to 47/6 each.: [424, 979, 534, 988]
- expected-heading: EXPECTED ARRIVALS.: [40, 191, 118, 199]
- arrival-entry: Oct 21—Wootton from Kaipoi.: [4, 113, 95, 122]
- prescriptions: PRESCRIPTIONS FAITHFULLY MADE UP.: [430, 409, 552, 417]
- just-received: Have just received: [245, 142, 333, 154]
- column-magistrates-court: [980, 30, 1110, 1513]
- pharmaceutical-chemist: PHARMACEUTICAL CHEMIST,: [433, 379, 549, 389]
- taylor-body: The above popular company stage for the first time in Foxton a new Irish drama, entitled "Auld Ireland." This drama is powerfully written, and is full of excellent situations and realistic incidents. A most realistic effect is produced in the last act, when an express train dashes across the stage at full speed. The play is illustrated by some beautiful views, depicting the beauties of "Erin's Green Isle." Other elements in the shape of music, singing, and dancing are not lacking. This drama was written to amuse and interest, and no expense has been spared to make the production a success. It was staged at both Wellington and Christchurch recently, where the company played most prosperous seasons.: [842, 760, 976, 905]
- property-item: 12 acres in Norbiton Road, 3 acres in fruit trees and garden, House of 9 rooms and one of 3 rooms. Divided into 3 paddocks. Will let in two parts, or as a whole at 30s per week, or will sell outright.: [4, 1018, 154, 1052]
- property-item: 1 acre in Cook and Fulter Sts., house of 4 rooms, well situated. £200.: [4, 647, 154, 665]
- agents-list: [4, 1141, 154, 1194]
- plumber-painter: PLUMBER, PAINTER AND PAPERHANGER,: [424, 713, 558, 721]
- boots-shoes-heading: Boots and Shoes.: [427, 157, 555, 175]
- economic-heading: THE "ECONOMIC.": [427, 200, 555, 217]
- hat-bands-body: Detachable, in all the new colors: [424, 1053, 519, 1062]
- property-item: 1 acre section in Coley St., with a 5-roomed cottage and scullery. £200.: [4, 481, 154, 499]
- library-text: A Library for Nothing !: [196, 1007, 420, 1034]
- spring-millinery-heading: Spring Millinery: [187, 752, 391, 780]
- arrival-entry: Oct 20—Kennedy from Westport.: [4, 94, 102, 103]
- early-orders: Your early orders solicited.: [212, 253, 366, 268]
- discount-stamps: Discount Stamps for Cash Purchases.: [432, 229, 550, 237]
- jewellery-heading: Jewellery !: [450, 269, 532, 287]
- barraud-body2: All very fine samples, and specially selected for our trade.: [4, 312, 154, 330]
- library-heading: [158, 1008, 420, 1035]
- mandl-name: D. MANDL: [424, 513, 478, 526]
- manager-signature: L. W. WILSON, MANAGER.: [240, 633, 338, 643]
- collinson-address: [162, 910, 416, 919]
- news-item: Mr J. Hessey, who has been prospecting on the Manawatu river flats on Mr M'Rae's property, a short distance out of Palmerston North, has informed a Wairarapa Age reporter that he had come across quantities of very fine gold, but it would be necessary to have the samples accurately weighed in Greymouth before he could be sure of the quality of the gold. "I do not want to boom the thing until I am sure of my ground," said Mr Hessey.: [842, 433, 976, 519]
